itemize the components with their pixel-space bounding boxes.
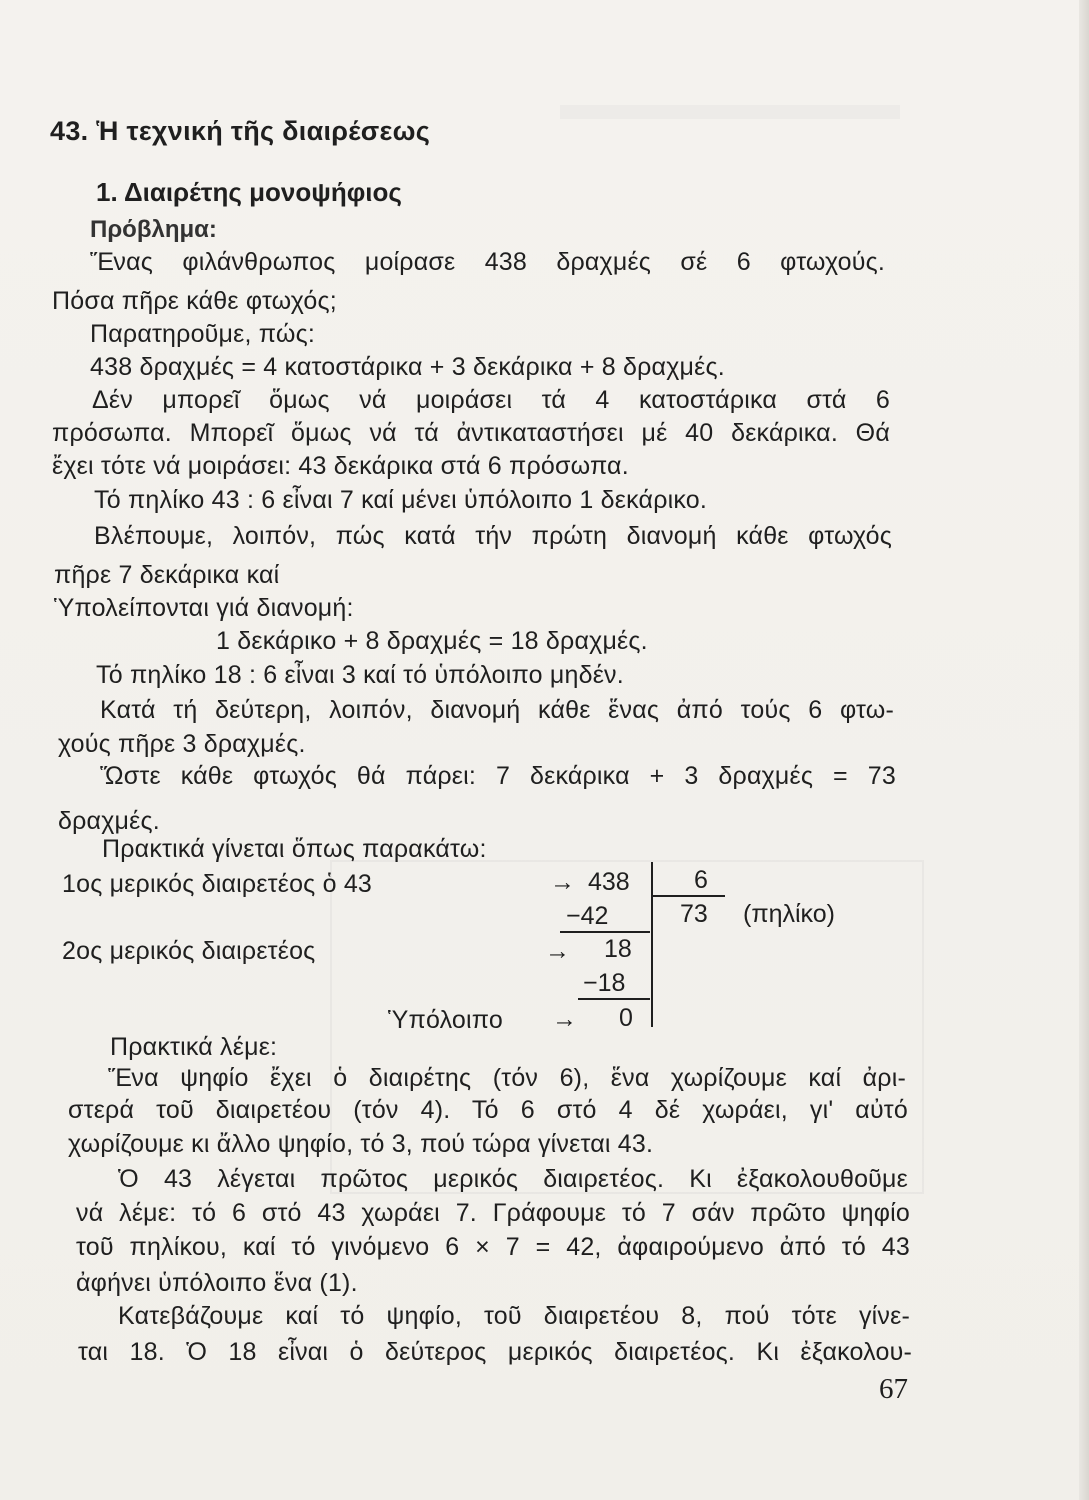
paragraph-line: Βλέπουμε, λοιπόν, πώς κατά τήν πρώτη διανομή κάθε φτωχός [94, 522, 892, 550]
divisor: 6 [694, 866, 708, 894]
first-subtraction-line [560, 931, 650, 933]
paragraph-line: 438 δραχμές = 4 κατοστάρικα + 3 δεκάρικα + 8 δραχμές. [90, 353, 725, 381]
quotient: 73 [680, 900, 708, 928]
explanation-line: Κατεβάζουμε καί τό ψηφίο, τοῦ διαιρετέου 8, πού τότε γίνε- [118, 1302, 910, 1330]
explanation-line: Ἕνα ψηφίο ἔχει ὁ διαιρέτης (τόν 6), ἕνα χωρίζουμε καί ἀρι- [108, 1064, 906, 1092]
explanation-line: Ὁ 43 λέγεται πρῶτος μερικός διαιρετέος. Κι ἐξακολουθοῦμε [118, 1165, 908, 1193]
paragraph-line: Κατά τή δεύτερη, λοιπόν, διανομή κάθε ἕνας ἀπό τούς 6 φτω- [100, 696, 894, 724]
subsection-heading: 1. Διαιρέτης μονοψήφιος [96, 177, 402, 207]
remainder-label: Ὑπόλοιπο [388, 1006, 503, 1034]
paragraph-line: 1 δεκάρικο + 8 δραχμές = 18 δραχμές. [216, 627, 648, 655]
divisor-underline [653, 895, 725, 897]
arrow: → [552, 1005, 577, 1033]
paragraph-line: Ὥστε κάθε φτωχός θά πάρει: 7 δεκάρικα + 3 δραχμές = 73 [100, 762, 896, 790]
problem-label: Πρόβλημα: [90, 216, 217, 243]
arrow: → [550, 868, 575, 896]
second-subtrahend: −18 [583, 969, 626, 997]
explanation-line: στερά τοῦ διαιρετέου (τόν 4). Τό 6 στό 4 δέ χωράει, γι' αὐτό [68, 1096, 908, 1124]
second-partial-dividend: 18 [604, 935, 632, 963]
paragraph-line: Ὑπολείπονται γιά διανομή: [54, 594, 354, 622]
explanation-line: νά λέμε: τό 6 στό 43 χωράει 7. Γράφουμε τό 7 σάν πρῶτο ψηφίο [76, 1199, 910, 1227]
explanation-line: Πρακτικά λέμε: [110, 1033, 278, 1061]
explanation-line: τοῦ πηλίκου, καί τό γινόμενο 6 × 7 = 42, ἀφαιρούμενο ἀπό τό 43 [76, 1233, 910, 1261]
paragraph-line: Παρατηροῦμε, πώς: [90, 320, 316, 348]
remainder: 0 [619, 1004, 633, 1032]
first-subtrahend: −42 [566, 902, 609, 930]
paragraph-line: πρόσωπα. Μπορεῖ ὅμως νά τά ἀντικαταστήσει μέ 40 δεκάρικα. Θά [52, 419, 890, 447]
paragraph-line: Ἕνας φιλάνθρωπος μοίρασε 438 δραχμές σέ 6 φτωχούς. [90, 248, 885, 276]
dividend: 438 [588, 868, 630, 896]
explanation-line: ἀφήνει ὑπόλοιπο ἕνα (1). [76, 1269, 358, 1297]
paragraph-line: Τό πηλίκο 18 : 6 εἶναι 3 καί τό ὑπόλοιπο μηδέν. [96, 661, 624, 689]
arrow: → [545, 937, 570, 965]
division-vertical-bar [651, 862, 653, 1027]
first-partial-dividend-label: 1ος μερικός διαιρετέος ὁ 43 [62, 870, 373, 898]
page-number: 67 [879, 1373, 908, 1405]
explanation-line: ται 18. Ὁ 18 εἶναι ὁ δεύτερος μερικός διαιρετέος. Κι ἐξακολου- [78, 1338, 912, 1366]
paragraph-line: Τό πηλίκο 43 : 6 εἶναι 7 καί μένει ὑπόλοιπο 1 δεκάρικο. [94, 486, 708, 514]
paragraph-line: Πρακτικά γίνεται ὅπως παρακάτω: [102, 835, 487, 863]
page-edge-shadow [1079, 0, 1089, 1500]
paragraph-line: Πόσα πῆρε κάθε φτωχός; [52, 287, 337, 315]
paragraph-line: χούς πῆρε 3 δραχμές. [58, 730, 306, 758]
paragraph-line: δραχμές. [58, 807, 160, 835]
second-partial-dividend-label: 2ος μερικός διαιρετέος [62, 937, 316, 965]
second-subtraction-line [578, 998, 650, 1000]
section-heading: 43. Ἡ τεχνική τῆς διαιρέσεως [50, 116, 431, 146]
bleed-through-decoration [560, 105, 900, 119]
paragraph-line: Δέν μπορεῖ ὅμως νά μοιράσει τά 4 κατοστάρικα στά 6 [92, 386, 890, 414]
paragraph-line: πῆρε 7 δεκάρικα καί [54, 561, 280, 589]
paragraph-line: ἔχει τότε νά μοιράσει: 43 δεκάρικα στά 6 πρόσωπα. [52, 452, 629, 480]
quotient-label: (πηλίκο) [743, 900, 835, 928]
explanation-line: χωρίζουμε κι ἄλλο ψηφίο, τό 3, πού τώρα γίνεται 43. [68, 1130, 654, 1158]
